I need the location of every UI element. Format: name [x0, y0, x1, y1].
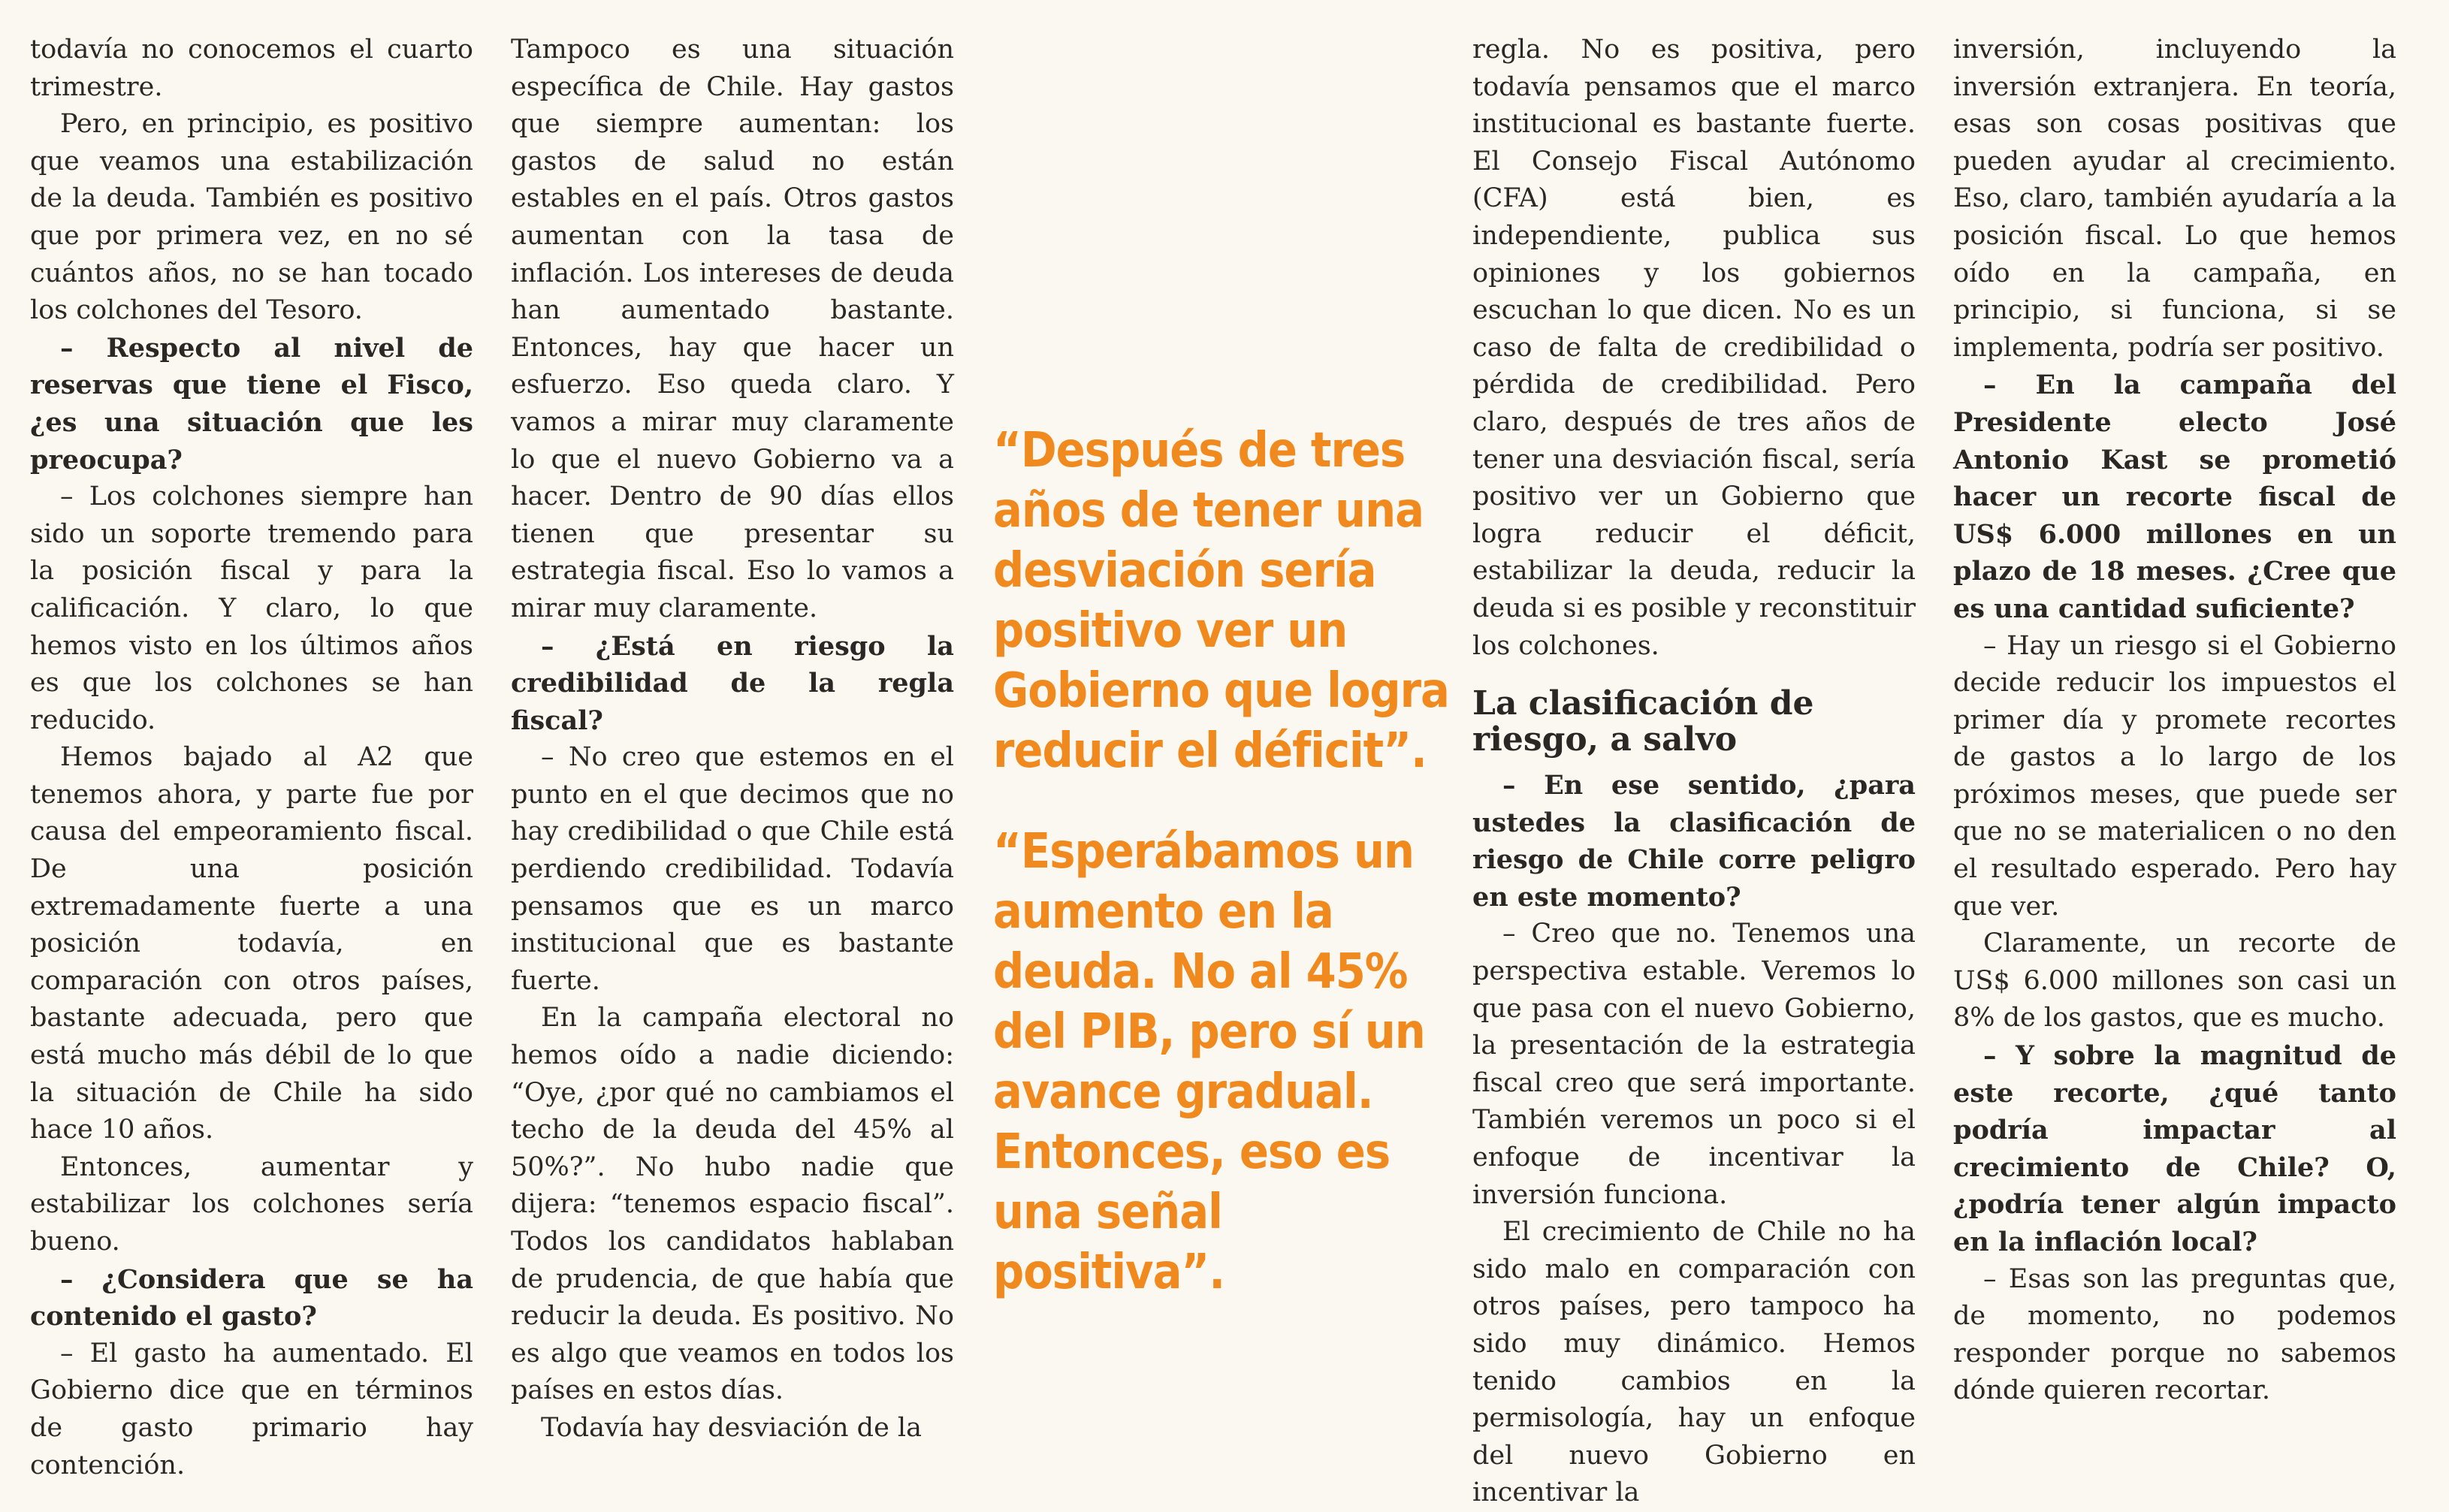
article-column-3 [1472, 32, 1916, 1512]
paragraph: – Creo que no. Tenemos una perspectiva estable. Veremos lo que pasa con el nuevo Gobierno, la presentación de la estrategia fiscal creo que será importante. También veremos un poco si el enfoque de incentivar la inversión funciona. [1472, 919, 1916, 1210]
paragraph: Hemos bajado al A2 que tenemos ahora, y parte fue por causa del empeoramiento fiscal. De una posición extremadamente fuerte a una posición todavía, en comparación con otros países, bastante adecuada, pero que está mucho más débil de lo que la situación de Chile ha sido hace 10 años. [30, 742, 473, 1145]
pull-quotes [993, 421, 1451, 1302]
paragraph: Tampoco es una situación específica de Chile. Hay gastos que siempre aumentan: los gastos de salud no están estables en el país. Otros gastos aumentan con la tasa de inflación. Los intereses de deuda han aumentado bastante. Entonces, hay que hacer un esfuerzo. Eso queda claro. Y vamos a mirar muy claramente lo que el nuevo Gobierno va a hacer. Dentro de 90 días ellos tienen que presentar su estrategia fiscal. Eso lo vamos a mirar muy claramente. [511, 35, 954, 623]
paragraph: todavía no conocemos el cuarto trimestre. [30, 35, 473, 102]
section-subhead: La clasificación de riesgo, a salvo [1472, 684, 1814, 759]
interview-question: – Y sobre la magnitud de este recorte, ¿qué tanto podría impactar al crecimiento de Chile? O, ¿podría tener algún impacto en la inflación local? [1953, 1040, 2396, 1257]
paragraph: Claramente, un recorte de US$ 6.000 millones son casi un 8% de los gastos, que es mucho. [1953, 928, 2396, 1034]
paragraph: Pero, en principio, es positivo que veamos una estabilización de la deuda. También es positivo que por primera vez, en no sé cuántos años, no se han tocado los colchones del Tesoro. [30, 109, 473, 326]
paragraph: El crecimiento de Chile no ha sido malo en comparación con otros países, pero tampoco ha sido muy dinámico. Hemos tenido cambios en la permisología, hay un enfoque del nuevo Gobierno en incentivar la [1472, 1217, 1916, 1508]
article-column-2 [511, 32, 954, 1447]
article-column-4 [1953, 32, 2396, 1410]
pull-quote: “Después de tres años de tener una desviación sería positivo ver un Gobierno que logra reducir el déficit”. [993, 423, 1449, 779]
paragraph: En la campaña electoral no hemos oído a nadie diciendo: “Oye, ¿por qué no cambiamos el techo de la deuda del 45% al 50%?”. No hubo nadie que dijera: “tenemos espacio fiscal”. Todos los candidatos hablaban de prudencia, de que había que reducir la deuda. Es positivo. No es algo que veamos en todos los países en estos días. [511, 1003, 954, 1406]
interview-question: – ¿Considera que se ha contenido el gasto? [30, 1263, 473, 1332]
interview-question: – ¿Está en riesgo la credibilidad de la regla fiscal? [511, 630, 954, 736]
paragraph: – El gasto ha aumentado. El Gobierno dice que en términos de gasto primario hay contención. [30, 1338, 473, 1480]
paragraph: regla. No es positiva, pero todavía pensamos que el marco institucional es bastante fuerte. El Consejo Fiscal Autónomo (CFA) está bien, es independiente, publica sus opiniones y los gobiernos escuchan lo que dicen. No es un caso de falta de credibilidad o pérdida de credibilidad. Pero claro, después de tres años de tener una desviación fiscal, sería positivo ver un Gobierno que logra reducir el déficit, estabilizar la deuda, reducir la deuda si es posible y reconstituir los colchones. [1472, 35, 1916, 661]
interview-question: – Respecto al nivel de reservas que tiene el Fisco, ¿es una situación que les preocupa? [30, 332, 473, 475]
paragraph: inversión, incluyendo la inversión extranjera. En teoría, esas son cosas positivas que pueden ayudar al crecimiento. Eso, claro, también ayudaría a la posición fiscal. Lo que hemos oído en la campaña, en principio, si funciona, si se implementa, podría ser positivo. [1953, 35, 2396, 363]
paragraph: – No creo que estemos en el punto en el que decimos que no hay credibilidad o que Chile está perdiendo credibilidad. Todavía pensamos que es un marco institucional que es bastante fuerte. [511, 742, 954, 996]
interview-question: – En ese sentido, ¿para ustedes la clasificación de riesgo de Chile corre peligro en este momento? [1472, 770, 1916, 913]
paragraph: Todavía hay desviación de la [541, 1412, 922, 1443]
paragraph: – Hay un riesgo si el Gobierno decide reducir los impuestos el primer día y promete recortes de gastos a lo largo de los próximos meses, que puede ser que no se materialicen o no den el resultado esperado. Pero hay que ver. [1953, 630, 2396, 922]
article-column-1 [30, 32, 473, 1484]
pull-quote: “Esperábamos un aumento en la deuda. No al 45% del PIB, pero sí un avance gradual. Entonces, eso es una señal positiva”. [993, 824, 1425, 1300]
paragraph: Entonces, aumentar y estabilizar los colchones sería bueno. [30, 1151, 473, 1257]
interview-question: – En la campaña del Presidente electo José Antonio Kast se prometió hacer un recorte fiscal de US$ 6.000 millones en un plazo de 18 meses. ¿Cree que es una cantidad suficiente? [1953, 370, 2396, 624]
paragraph: – Esas son las preguntas que, de momento, no podemos responder porque no sabemos dónde quieren recortar. [1953, 1263, 2396, 1406]
paragraph: – Los colchones siempre han sido un soporte tremendo para la posición fiscal y para la calificación. Y claro, lo que hemos visto en los últimos años es que los colchones se han reducido. [30, 481, 473, 735]
